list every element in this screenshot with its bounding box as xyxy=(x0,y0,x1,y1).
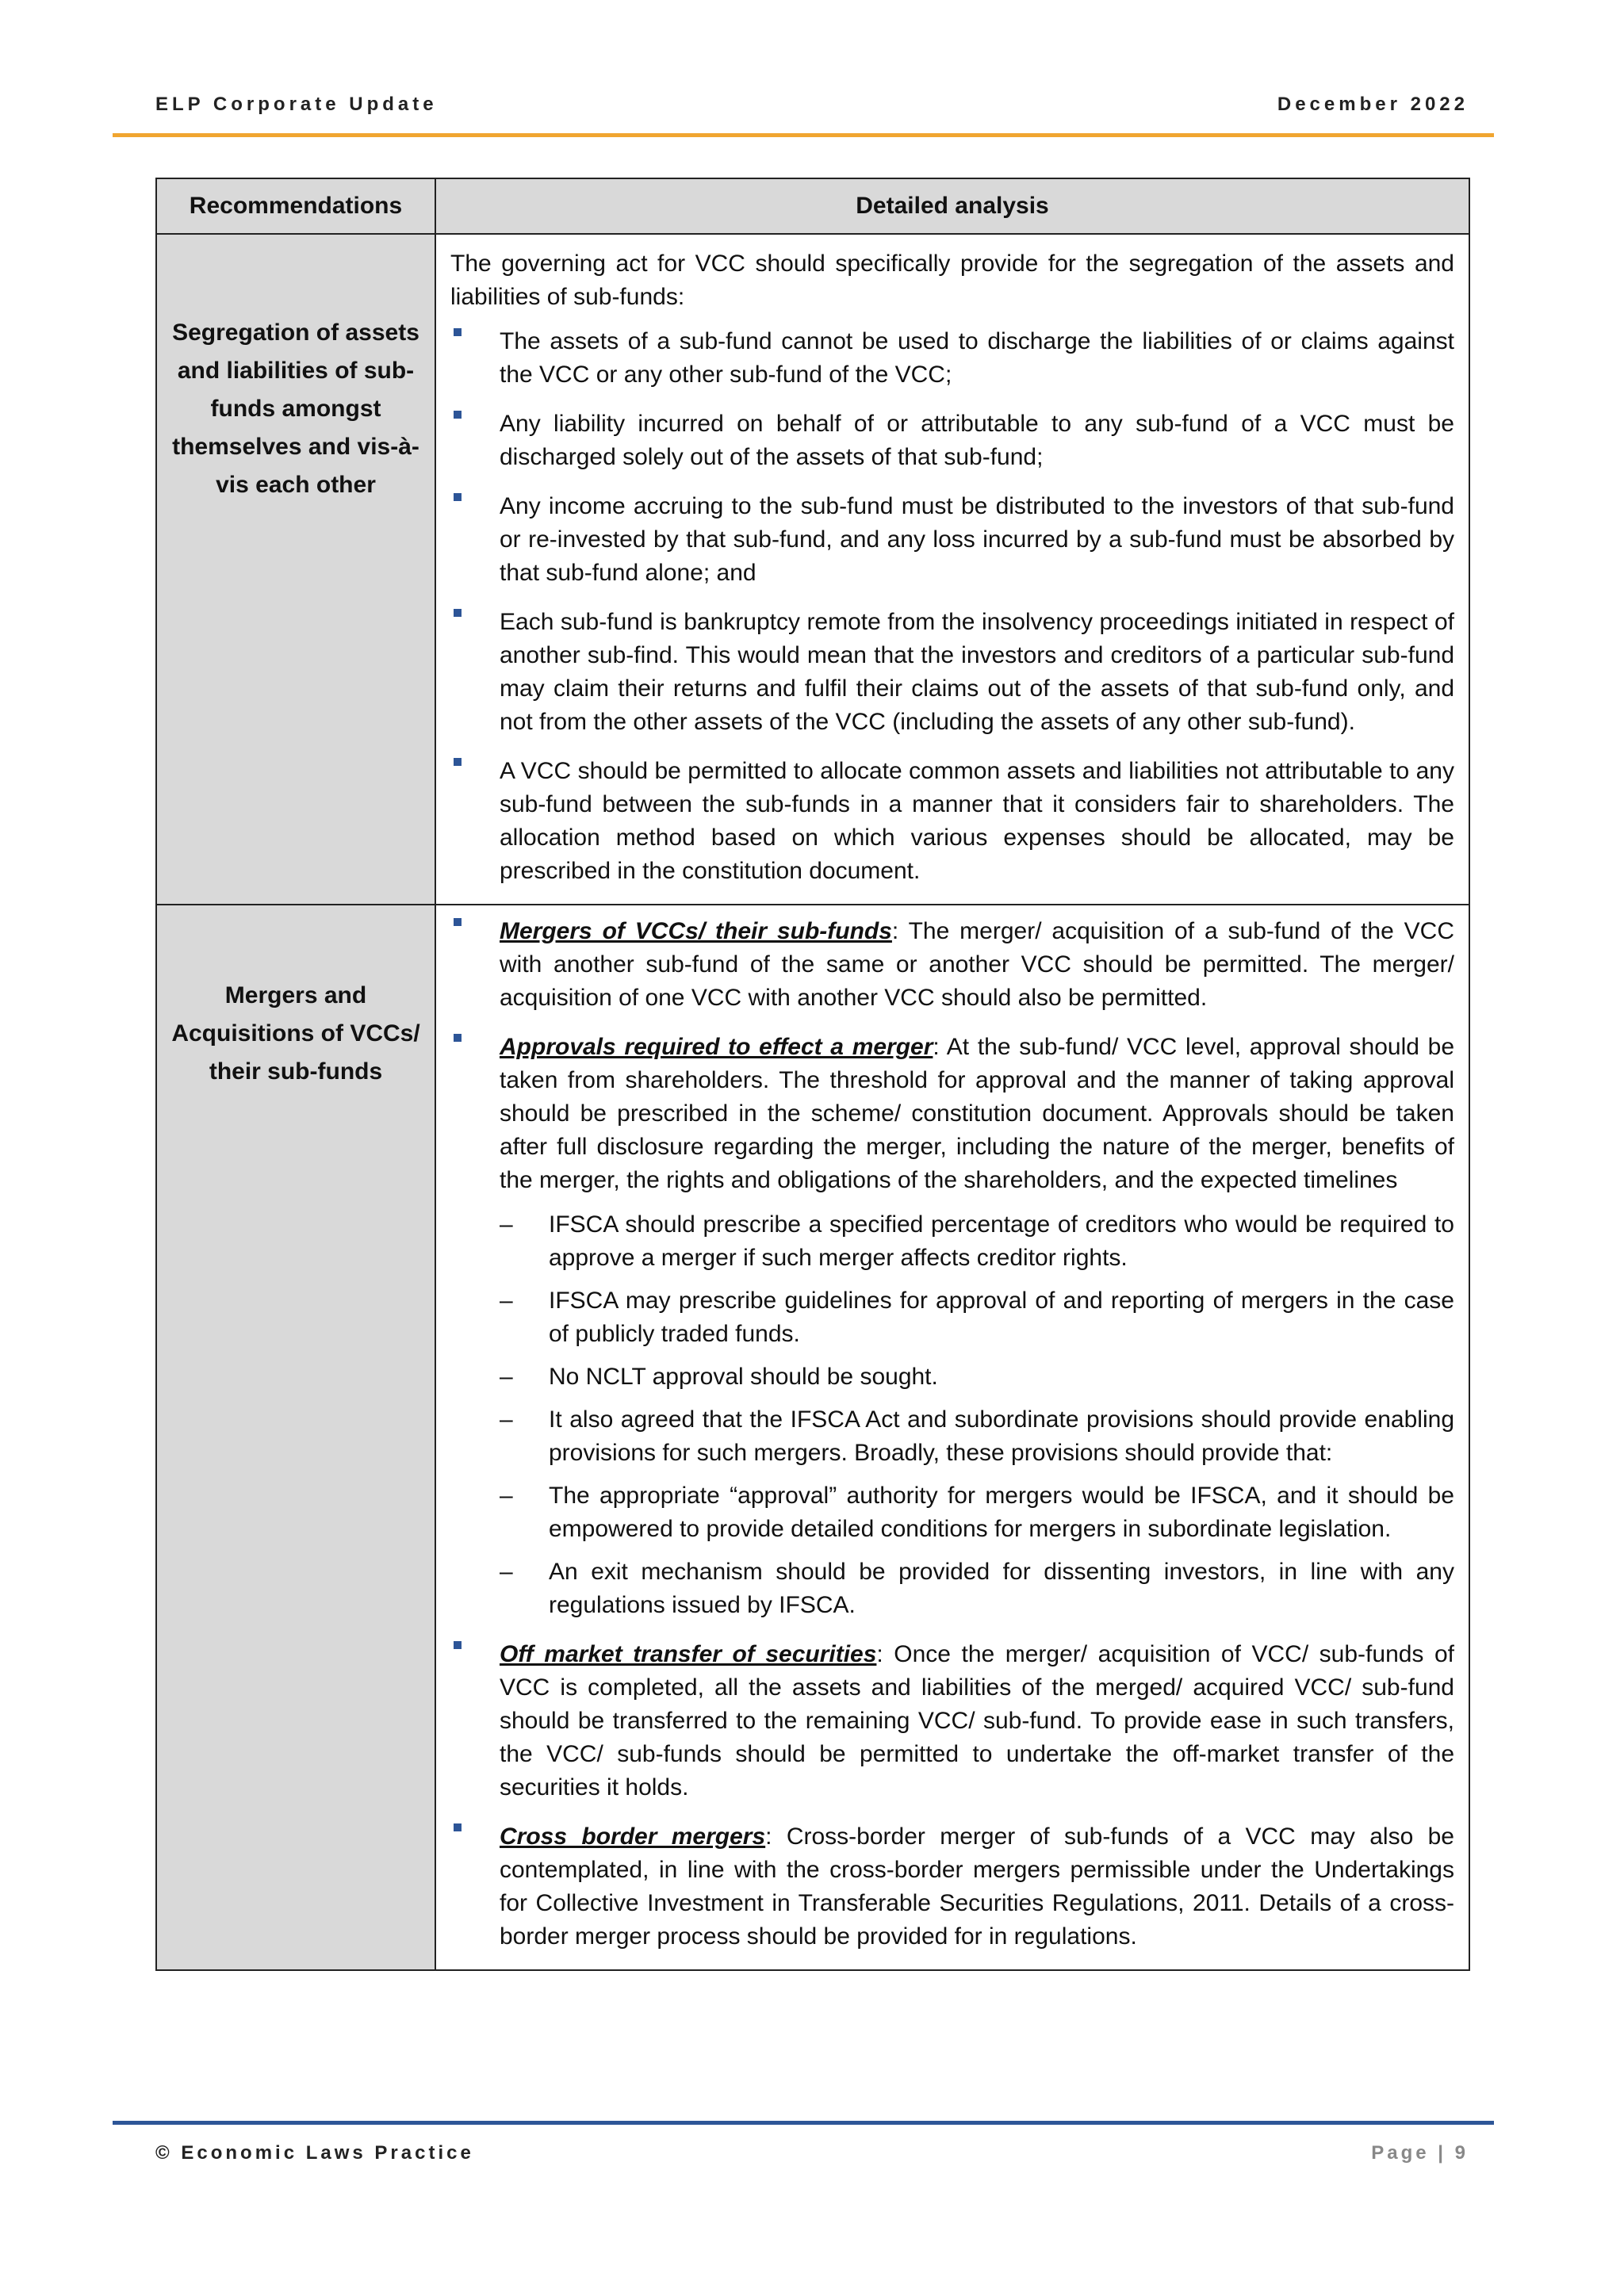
square-bullet-icon xyxy=(454,493,462,501)
page-number: Page | 9 xyxy=(1371,2142,1469,2164)
list-item: Each sub-fund is bankruptcy remote from the insolvency proceedings initiated in respect of another sub-find. This would mean that the investors and creditors of a particular sub-fund may claim their returns and fulfil their claims out of the assets of that sub-fund only, and not from the other assets of the VCC (including the assets of any other sub-fund). xyxy=(450,606,1454,739)
square-bullet-icon xyxy=(454,411,462,419)
square-bullet-icon xyxy=(454,328,462,336)
sub-list-item: – No NCLT approval should be sought. xyxy=(500,1364,938,1390)
analysis-cell xyxy=(435,905,1469,1970)
square-bullet-icon xyxy=(454,758,462,766)
bullet-list xyxy=(450,325,1454,888)
table-row xyxy=(156,905,1469,1970)
header-date: December 2022 xyxy=(1277,94,1469,115)
table-header-row xyxy=(156,178,1469,234)
list-item: Approvals required to effect a merger: At the sub-fund/ VCC level, approval should be taken from shareholders. The threshold for approval and the manner of taking approval should be prescribed in the scheme/ constitution document. Approvals should be taken after full disclosure regarding the merger, including the nature of the merger, benefits of the merger, the rights and obligations of the shareholders, and the expected timelines – IFSCA should prescribe a specified percentage of creditors who would be required to approve a merger if such merger affects creditor rights. – IFSCA may prescribe guidelines for approval of and reporting of mergers in the case of publicly traded funds. – No NCLT approval should be sought. – It also agreed that the IFSCA Act and subordinate provisions should provide enabling provisions for such mergers. Broadly, these provisions should provide that: – The appropriate “approval” authority for mergers would be IFSCA, and it should be empowered to provide detailed conditions for mergers in subordinate legislation. – An exit mechanism should be provided for dissenting investors, in line with any regulations issued by IFSCA. xyxy=(450,1031,1454,1622)
analysis-intro: The governing act for VCC should specifically provide for the segregation of the assets and liabilities of sub-funds: xyxy=(450,251,1454,310)
square-bullet-icon xyxy=(454,1034,462,1042)
list-item: A VCC should be permitted to allocate common assets and liabilities not attributable to any sub-fund between the sub-funds in a manner that it considers fair to shareholders. The allocation method based on which various expenses should be allocated, may be prescribed in the constitution document. xyxy=(450,755,1454,888)
sub-list-item: – IFSCA should prescribe a specified percentage of creditors who would be required to approve a merger if such merger affects creditor rights. xyxy=(500,1211,1454,1271)
list-item: Mergers of VCCs/ their sub-funds: The merger/ acquisition of a sub-fund of the VCC with another sub-fund of the same or another VCC should be permitted. The merger/ acquisition of one VCC with another VCC should also be permitted. xyxy=(450,915,1454,1015)
square-bullet-icon xyxy=(454,1641,462,1649)
table-row xyxy=(156,234,1469,905)
footer-rule xyxy=(113,2121,1494,2125)
sub-list-item: – The appropriate “approval” authority for mergers would be IFSCA, and it should be empowered to provide detailed conditions for mergers in subordinate legislation. xyxy=(500,1483,1454,1542)
column-header-analysis: Detailed analysis xyxy=(435,178,1469,234)
list-item: Any income accruing to the sub-fund must be distributed to the investors of that sub-fund or re-invested by that sub-fund, and any loss incurred by a sub-fund must be absorbed by that sub-fund alone; and xyxy=(450,490,1454,590)
list-item: Any liability incurred on behalf of or attributable to any sub-fund of a VCC must be discharged solely out of the assets of that sub-fund; xyxy=(450,408,1454,474)
header-title: ELP Corporate Update xyxy=(155,94,438,115)
recommendation-cell xyxy=(156,234,435,905)
footer-copyright: © Economic Laws Practice xyxy=(155,2142,474,2164)
square-bullet-icon xyxy=(454,1823,462,1831)
square-bullet-icon xyxy=(454,918,462,926)
sub-list xyxy=(500,1208,1454,1622)
analysis-cell xyxy=(435,234,1469,905)
square-bullet-icon xyxy=(454,609,462,617)
recommendations-table xyxy=(155,178,1470,1971)
recommendation-cell xyxy=(156,905,435,1970)
sub-list-item: – IFSCA may prescribe guidelines for approval of and reporting of mergers in the case of publicly traded funds. xyxy=(500,1288,1454,1347)
list-item: Off market transfer of securities: Once the merger/ acquisition of VCC/ sub-funds of VCC is completed, all the assets and liabilities of the merged/ acquired VCC/ sub-fund should be transferred to the remaining VCC/ sub-fund. To provide ease in such transfers, the VCC/ sub-funds should be permitted to undertake the off-market transfer of the securities it holds. xyxy=(450,1638,1454,1804)
list-item: The assets of a sub-fund cannot be used to discharge the liabilities of or claims against the VCC or any other sub-fund of the VCC; xyxy=(450,325,1454,392)
list-item: Cross border mergers: Cross-border merger of sub-funds of a VCC may also be contemplated, in line with the cross-border mergers permissible under the Undertakings for Collective Investment in Transferable Securities Regulations, 2011. Details of a cross-border merger process should be provided for in regulations. xyxy=(450,1820,1454,1954)
sub-list-item: – An exit mechanism should be provided for dissenting investors, in line with any regulations issued by IFSCA. xyxy=(500,1559,1454,1618)
page-footer xyxy=(155,2142,1469,2174)
recommendation-text: Segregation of assets and liabilities of sub-funds amongst themselves and vis-à-vis each other xyxy=(172,320,419,498)
sub-list-item: – It also agreed that the IFSCA Act and subordinate provisions should provide enabling provisions for such mergers. Broadly, these provisions should provide that: xyxy=(500,1406,1454,1466)
bullet-list xyxy=(450,915,1454,1954)
recommendation-text: Mergers and Acquisitions of VCCs/ their sub-funds xyxy=(171,982,420,1085)
page-header xyxy=(155,94,1469,125)
header-rule xyxy=(113,133,1494,137)
column-header-recommendations: Recommendations xyxy=(156,178,435,234)
